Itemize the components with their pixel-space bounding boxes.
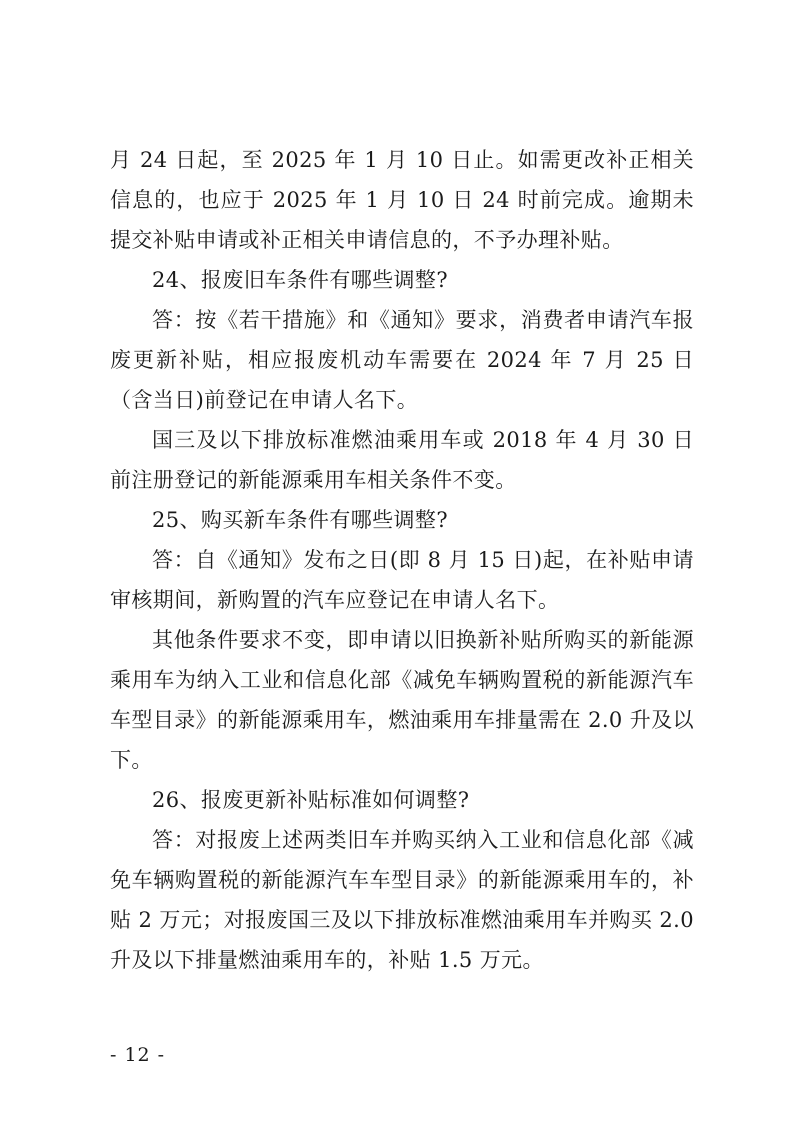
page-number: - 12 - bbox=[110, 1044, 166, 1066]
paragraph-25-other-conditions: 其他条件要求不变，即申请以旧换新补贴所购买的新能源乘用车为纳入工业和信息化部《减免车辆购置税的新能源汽车车型目录》的新能源乘用车，燃油乘用车排量需在 2.0 升及以下。 bbox=[110, 628, 694, 772]
question-heading-24: 24、报废旧车条件有哪些调整? bbox=[152, 268, 448, 292]
question-heading-26: 26、报废更新补贴标准如何调整? bbox=[152, 788, 470, 812]
answer-paragraph-25: 答：自《通知》发布之日(即 8 月 15 日)起，在补贴申请审核期间，新购置的汽车应登记在申请人名下。 bbox=[110, 548, 694, 612]
document-body bbox=[110, 140, 694, 980]
paragraph-24-conditions: 国三及以下排放标准燃油乘用车或 2018 年 4 月 30 日前注册登记的新能源乘用车相关条件不变。 bbox=[110, 428, 694, 492]
answer-paragraph-24: 答：按《若干措施》和《通知》要求，消费者申请汽车报废更新补贴，相应报废机动车需要在 2024 年 7 月 25 日（含当日)前登记在申请人名下。 bbox=[110, 308, 694, 412]
question-heading-25: 25、购买新车条件有哪些调整? bbox=[152, 508, 448, 532]
answer-paragraph-26: 答：对报废上述两类旧车并购买纳入工业和信息化部《减免车辆购置税的新能源汽车车型目录》的新能源乘用车的，补贴 2 万元；对报废国三及以下排放标准燃油乘用车并购买 2.0 升及以下排量燃油乘用车的，补贴 1.5 万元。 bbox=[110, 828, 694, 972]
paragraph-continuation: 月 24 日起，至 2025 年 1 月 10 日止。如需更改补正相关信息的，也应于 2025 年 1 月 10 日 24 时前完成。逾期未提交补贴申请或补正相关申请信息的，不予办理补贴。 bbox=[110, 148, 694, 252]
